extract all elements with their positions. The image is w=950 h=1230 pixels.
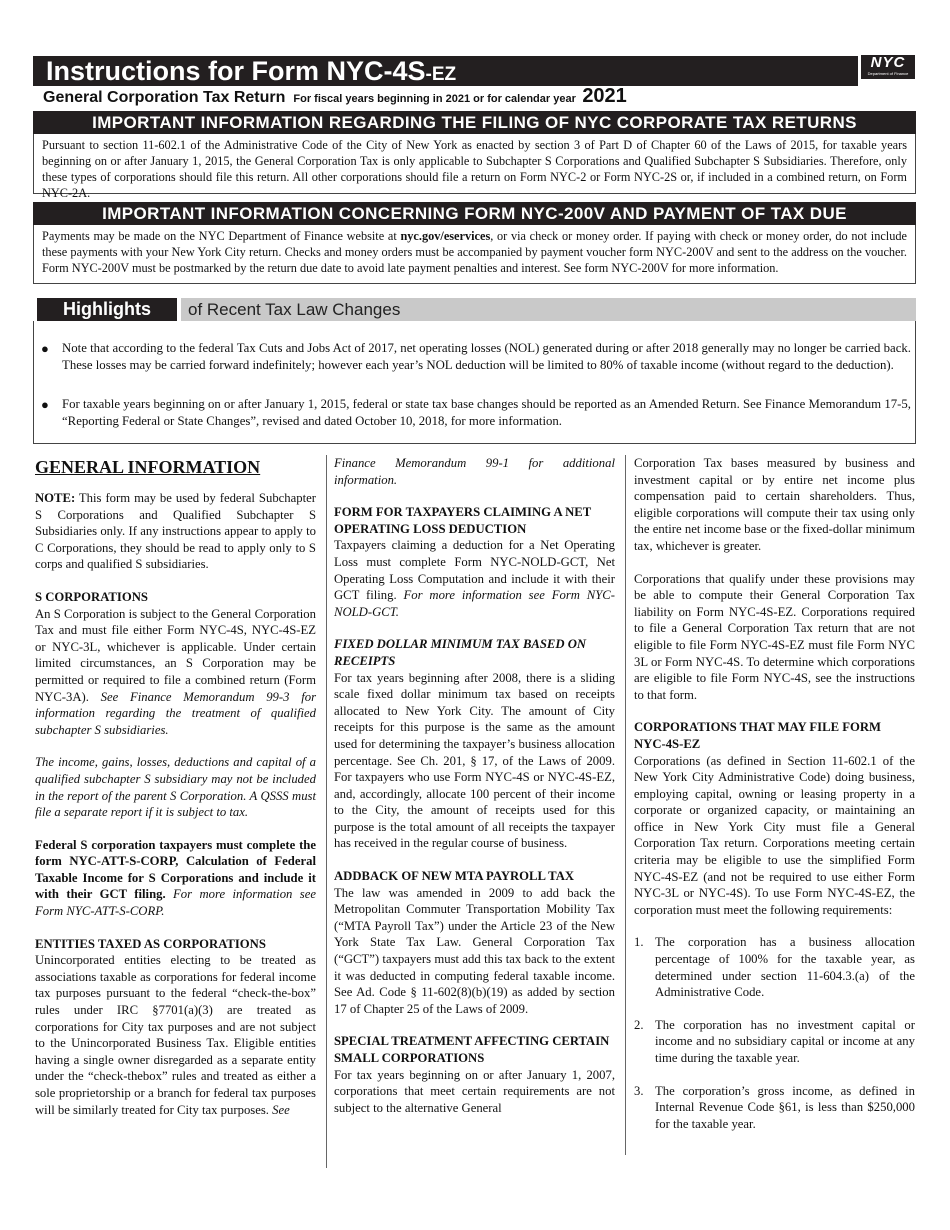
- section-heading-payment: IMPORTANT INFORMATION CONCERNING FORM NYC-200V AND PAYMENT OF TAX DUE: [33, 202, 916, 225]
- federal-s-corp-paragraph: [35, 837, 316, 920]
- section-body-payment: [33, 225, 916, 284]
- s-corporations-heading: S CORPORATIONS: [35, 589, 148, 604]
- section-body-filing: Pursuant to section 11-602.1 of the Administrative Code of the City of New York as enacted by section 3 of Part D of Chapter 60 of the Laws of 2015, for taxable years beginning on or after January 1, 2015, the General Corporation Tax is only applicable to Subchapter S Corporations and Qualified Subchapter S Subsidiaries. Therefore, only these types of corporations should file this return. All other corporations should file a return on Form NYC-2 or Form NYC-2S or, if included in a combined return, on Form NYC-2A.: [33, 134, 916, 194]
- nyc-logo-text: NYC: [870, 54, 906, 71]
- s-corp-memo-ref: See Finance Memorandum 99-3 for information regarding the treatment of qualified subchapter S subsidiaries.: [35, 689, 317, 737]
- nol-heading: FORM FOR TAXPAYERS CLAIMING A NET OPERATING LOSS DEDUCTION: [334, 505, 591, 536]
- continuation-paragraph: Corporation Tax bases measured by business and investment capital or by entire net income plus compensation paid to certain shareholders. Thus, eligible corporations will compute their tax using only the entire net income base or the fixed-dollar minimum tax, whichever is greater.: [634, 456, 915, 553]
- note-label: NOTE:: [35, 491, 76, 505]
- requirement-number: 3.: [634, 1083, 644, 1098]
- form-title-suffix: -EZ: [425, 64, 457, 85]
- highlight-bullet: [41, 340, 911, 374]
- column-two: [334, 455, 615, 1132]
- form-title: [33, 56, 858, 86]
- s-corporations-paragraph: [35, 606, 316, 739]
- qsss-paragraph: [35, 754, 316, 820]
- form-subtitle: [43, 85, 913, 107]
- nyc-logo: [861, 55, 915, 79]
- nyc-logo-subtext: Department of Finance: [867, 71, 909, 76]
- nol-paragraph: [334, 537, 615, 620]
- federal-s-corp-bold: Federal S corporation taxpayers must complete the form NYC-ATT-S-CORP, Calculation of Federal Taxable Income for S Corporations and include it with their GCT filing.: [35, 837, 316, 902]
- form-title-main: Instructions for Form NYC-4S: [46, 56, 426, 86]
- s-corp-text: An S Corporation is subject to the General Corporation Tax and must file either Form NYC-4S, NYC-4S-EZ or NYC-3L, whichever is applicable. Under certain limited circumstances, an S Corporation may be permitted or required to file a combined return (Form NYC-3A).: [35, 606, 316, 704]
- highlights-label: Highlights: [37, 298, 177, 321]
- requirement-item: [634, 1017, 915, 1067]
- note-paragraph: [35, 490, 316, 573]
- requirement-number: 1.: [634, 935, 644, 950]
- requirements-list: [634, 934, 915, 1132]
- highlights-box: [33, 321, 916, 444]
- memo-continuation-text: Finance Memorandum 99-1 for additional information.: [334, 456, 615, 487]
- federal-s-corp-ref: For more information see Form NYC-ATT-S-CORP.: [35, 887, 316, 919]
- entities-paragraph: [35, 952, 316, 1118]
- column-three: [634, 455, 915, 1148]
- highlight-bullet: [41, 396, 911, 430]
- highlight-text: Note that according to the federal Tax Cuts and Jobs Act of 2017, net operating losses (NOL) generated during or after 2018 generally may no longer be carried back. These losses may be carried forward indefinitely; however each year’s NOL deduction will be limited to 80% of taxable income (without regard to the deduction).: [62, 341, 911, 372]
- subtitle-main: General Corporation Tax Return: [43, 89, 286, 106]
- entities-text: Unincorporated entities electing to be treated as associations taxable as corporations for federal income tax purposes pursuant to the federal “check-the-box” rules under IRC §7701(a)(3) are treated as corporations for City tax purposes and are not subject to the Unincorporated Business Tax. Eligible entities having a single owner disregarded as a separate entity under the “check-thebox” rules and treated as either a sole proprietorship or a branch for federal tax purposes will be similarly treated for City tax purposes.: [35, 953, 316, 1117]
- column-divider: [326, 455, 327, 1168]
- entities-heading: ENTITIES TAXED AS CORPORATIONS: [35, 936, 266, 951]
- fixed-dollar-paragraph: For tax years beginning after 2008, there is a sliding scale fixed dollar minimum tax based on receipts allocated to New York City. The amount of City receipts for this purpose is the same as the amount used for determining the taxpayer’s business allocation percentage. See Ch. 201, § 17, of the Laws of 2009. For taxpayers who use Form NYC-4S or NYC-4S-EZ, and, accordingly, allocate 100 percent of their income to the City, the amount of receipts used for this purpose is the total amount of all receipts the taxpayer has received in the regular course of business.: [334, 670, 615, 851]
- bullet-icon: ●: [41, 341, 49, 356]
- may-file-heading: CORPORATIONS THAT MAY FILE FORM NYC-4S-EZ: [634, 720, 881, 751]
- highlights-subtitle: of Recent Tax Law Changes: [181, 298, 916, 321]
- nol-ref: For more information see Form NYC-NOLD-GCT.: [334, 588, 615, 619]
- section-heading-filing: IMPORTANT INFORMATION REGARDING THE FILING OF NYC CORPORATE TAX RETURNS: [33, 111, 916, 134]
- special-treatment-paragraph: For tax years beginning on or after January 1, 2007, corporations that meet certain requirements are not subject to the alternative General: [334, 1067, 615, 1115]
- requirement-text: The corporation has a business allocation percentage of 100% for the taxable year, as determined under section 11-604.3.(a) of the Administrative Code.: [655, 935, 915, 1000]
- special-treatment-heading: SPECIAL TREATMENT AFFECTING CERTAIN SMALL CORPORATIONS: [334, 1034, 610, 1065]
- fiscal-note: For fiscal years beginning in 2021 or for calendar year: [293, 93, 576, 105]
- fixed-dollar-heading: FIXED DOLLAR MINIMUM TAX BASED ON RECEIPTS: [334, 637, 587, 668]
- note-text: This form may be used by federal Subchapter S Corporations and Qualified Subchapter S Subsidiaries only. If any instructions appear to apply to C Corporations, they should be read to apply only to S corps and qualified S subsidiaries.: [35, 491, 316, 572]
- requirement-number: 2.: [634, 1017, 644, 1032]
- payment-text-before: Payments may be made on the NYC Department of Finance website at: [42, 229, 401, 243]
- requirement-text: The corporation has no investment capital or income and no subsidiary capital or income at any time during the taxable year.: [655, 1017, 915, 1065]
- requirement-item: [634, 1083, 915, 1133]
- general-information-heading: GENERAL INFORMATION: [35, 457, 261, 477]
- column-general-information: [35, 455, 316, 1134]
- tax-year: 2021: [582, 85, 627, 107]
- qsss-text: The income, gains, losses, deductions and capital of a qualified subchapter S subsidiary may not be included in the report of the parent S Corporation. A QSSS must file a separate report if it is subject to tax.: [35, 755, 316, 820]
- requirement-item: [634, 934, 915, 1000]
- memo-continuation: [334, 455, 615, 488]
- eservices-link[interactable]: nyc.gov/eservices: [400, 229, 491, 243]
- payment-text-after: , or via check or money order. If paying with check or money order, do not include these payments with your New York City return. Checks and money orders must be accompanied by payment voucher form NYC-200V and sent to the address on the voucher. Form NYC-200V must be postmarked by the return due date to avoid late payment penalties and interest. See form NYC-200V for more information.: [42, 229, 907, 275]
- mta-paragraph: The law was amended in 2009 to add back the Metropolitan Commuter Transportation Mobility Tax (“MTA Payroll Tax”) under the Article 23 of the New York State Tax Law. General Corporation Tax (“GCT”) taxpayers must add this tax back to the extent it was deducted in computing federal taxable income. See Ad. Code § 11-602(8)(b)(19) as added by section 17 of Chapter 25 of the Laws of 2009.: [334, 885, 615, 1016]
- column-divider: [625, 455, 626, 1155]
- mta-heading: ADDBACK OF NEW MTA PAYROLL TAX: [334, 869, 575, 884]
- entities-see: See: [272, 1102, 290, 1117]
- may-file-paragraph: Corporations (as defined in Section 11-602.1 of the New York City Administrative Code) doing business, employing capital, owning or leasing property in a corporate or organized capacity, or maintaining an office in New York City must file a General Corporation Tax return. Corporations meeting certain criteria may be eligible to use the simplified Form NYC-4S-EZ (and not be required to use either Form NYC-3L or NYC-4S). To use Form NYC-4S-EZ, the corporation must meet the following requirements:: [634, 753, 915, 917]
- highlight-text: For taxable years beginning on or after January 1, 2015, federal or state tax base changes should be reported as an Amended Return. See Finance Memorandum 17-5, “Reporting Federal or State Changes”, revised and dated October 10, 2018, for more information.: [62, 397, 911, 428]
- qualify-paragraph: Corporations that qualify under these provisions may be able to compute their General Corporation Tax liability on Form NYC-4S-EZ. Corporations required to file a General Corporation Tax return that are not eligible to file Form NYC-4S-EZ must file Form NYC 3L or Form NYC-4S. To determine which corporations are eligible to file Form NYC-4S, see the instructions to that form.: [634, 571, 915, 702]
- requirement-text: The corporation’s gross income, as defined in Internal Revenue Code §61, is less than $250,000 for the taxable year.: [655, 1083, 915, 1131]
- nol-text: Taxpayers claiming a deduction for a Net Operating Loss must complete Form NYC-NOLD-GCT, Net Operating Loss Computation and include it with their GCT filing.: [334, 538, 615, 603]
- bullet-icon: ●: [41, 397, 49, 412]
